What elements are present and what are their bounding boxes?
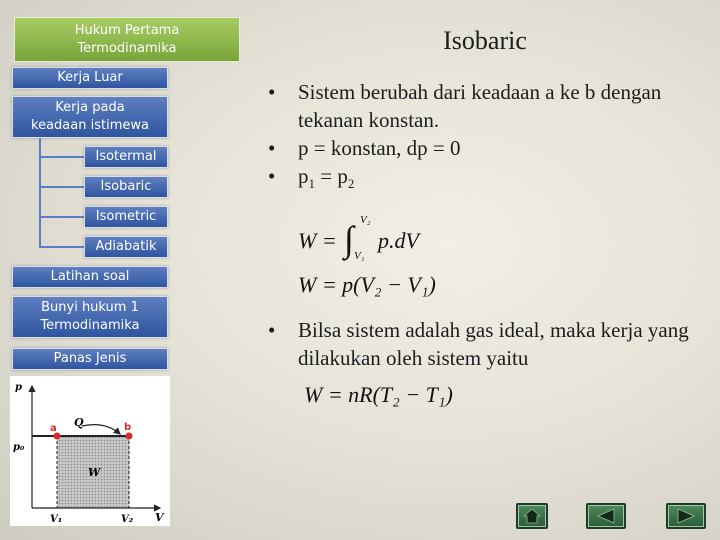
p1-subscript: 1 [308, 176, 315, 192]
bullet-dot: • [268, 80, 276, 104]
nav-isotermal[interactable]: Isotermal [84, 146, 168, 168]
home-icon [523, 508, 541, 524]
nav-panas-jenis[interactable]: Panas Jenis [12, 348, 168, 370]
nav-kerja-luar[interactable]: Kerja Luar [12, 67, 168, 89]
a-label: a [50, 423, 57, 434]
q-label: Q [74, 416, 84, 429]
nav-bunyi-hukum[interactable]: Bunyi hukum 1 Termodinamika [12, 296, 168, 338]
bullet-list-bottom [268, 316, 708, 372]
bullet-text-3 [298, 164, 355, 192]
b-label: b [124, 422, 132, 433]
home-button[interactable] [516, 503, 548, 529]
eq1-upper-limit: V₂ [360, 214, 371, 226]
p2-subscript: 2 [347, 176, 355, 192]
p1-symbol: p [298, 164, 309, 188]
eq1-lower-limit: V₁ [354, 250, 365, 262]
tree-connector-isotermal [39, 156, 85, 158]
equation-nrt: W = nR(T₂ − T₁) [304, 382, 453, 407]
eq1-rhs: p.dV [378, 228, 419, 253]
tree-connector-isobaric [39, 186, 85, 188]
bullet-dot: • [268, 318, 276, 342]
nav-latihan-soal[interactable]: Latihan soal [12, 266, 168, 288]
v2-label: V₂ [121, 514, 134, 525]
integral-symbol: ∫ [344, 219, 354, 259]
eq2-lhs: W = p [298, 272, 354, 297]
bullet-item [268, 78, 708, 134]
p2-symbol: = p [315, 164, 348, 188]
tree-connector-adiabatik [39, 246, 85, 248]
bullet-text-4: Bilsa sistem adalah gas ideal, maka kerja yang dilakukan oleh sistem yaitu [298, 318, 689, 370]
forward-icon [674, 508, 698, 524]
tree-connector-vertical [39, 138, 41, 246]
v-axis-label: V [155, 511, 164, 524]
equation-pdv [298, 272, 488, 306]
nav-isobaric[interactable]: Isobaric [84, 176, 168, 198]
v1-label: V₁ [50, 514, 63, 525]
bullet-text-2: p = konstan, dp = 0 [298, 136, 461, 160]
equation-integral [298, 214, 468, 270]
w-label: W [88, 466, 101, 479]
back-button[interactable] [586, 503, 626, 529]
nav-kerja-keadaan-istimewa[interactable]: Kerja pada keadaan istimewa [12, 96, 168, 138]
eq2-rhs: (V₂ − V₁) [353, 272, 436, 297]
pv-diagram-svg [10, 376, 170, 526]
bullet-dot: • [268, 164, 276, 188]
bullet-item [268, 316, 708, 372]
bullet-dot: • [268, 136, 276, 160]
nav-header-hukum-pertama[interactable]: Hukum Pertama Termodinamika [14, 17, 240, 62]
nav-isometric[interactable]: Isometric [84, 206, 168, 228]
slide-title: Isobaric [443, 26, 527, 55]
nav-adiabatik[interactable]: Adiabatik [84, 236, 168, 258]
forward-button[interactable] [666, 503, 706, 529]
eq1-lhs: W = [298, 228, 337, 253]
bullet-item [268, 134, 708, 162]
pv-diagram [10, 376, 170, 526]
back-icon [594, 508, 618, 524]
tree-connector-isometric [39, 216, 85, 218]
bullet-list-top [268, 78, 708, 198]
p0-label: p₀ [13, 442, 25, 453]
bullet-text-1: Sistem berubah dari keadaan a ke b dengan tekanan konstan. [298, 80, 662, 132]
p-axis-label: p [15, 382, 22, 393]
bullet-item [268, 162, 708, 198]
point-b [126, 433, 133, 440]
